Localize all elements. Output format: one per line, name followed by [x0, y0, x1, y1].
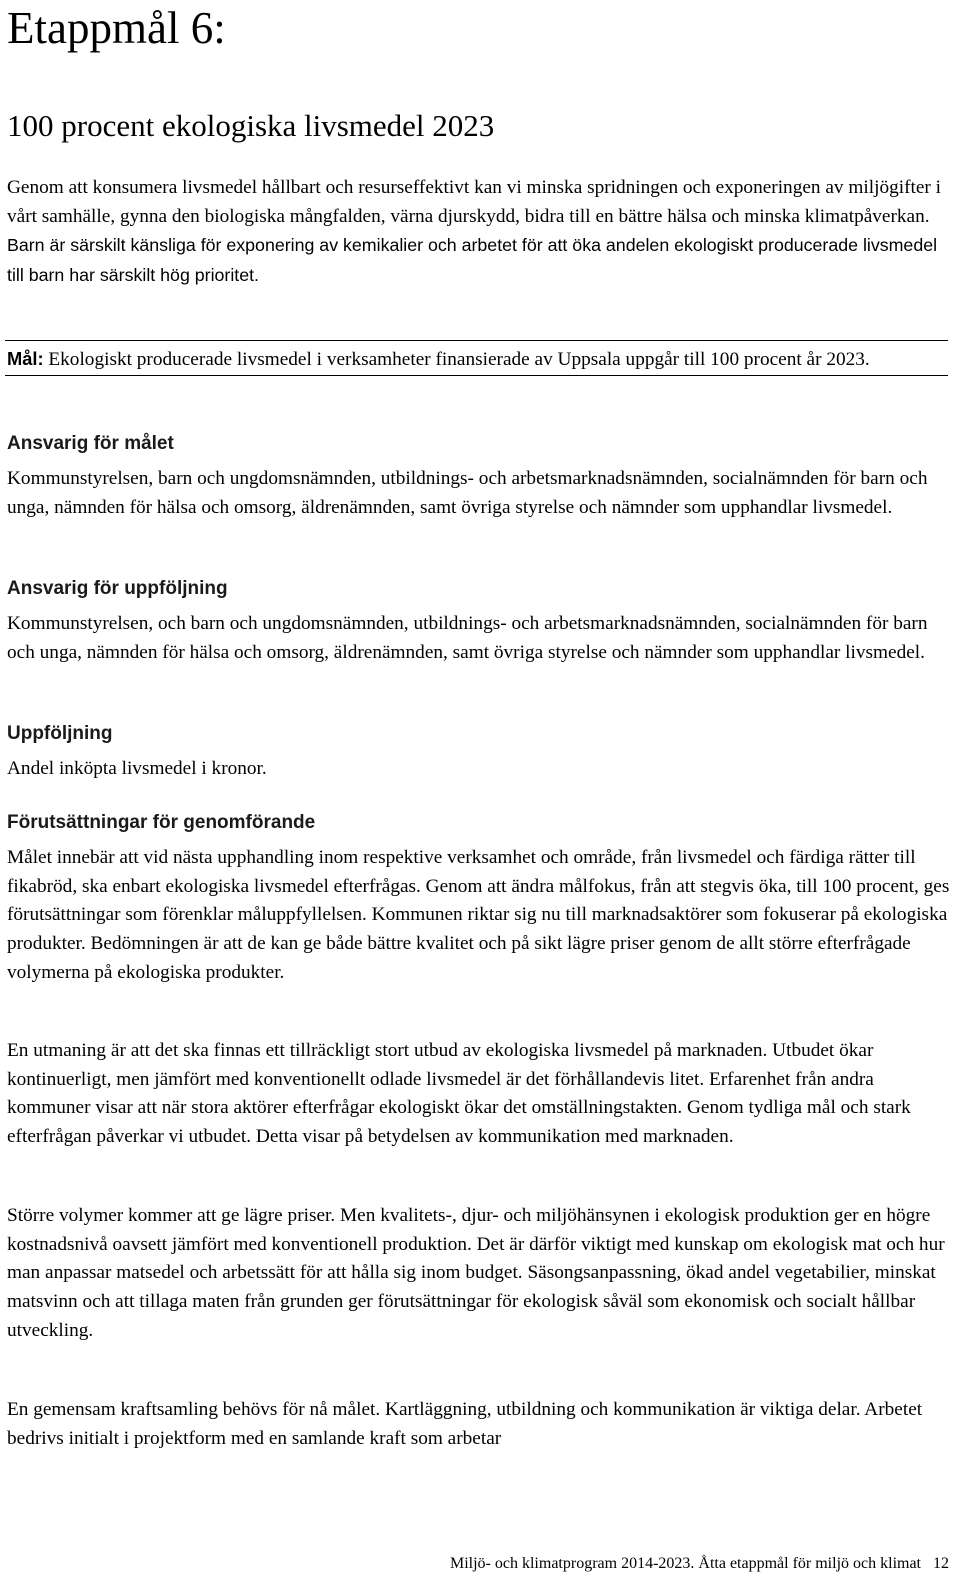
goal-box	[5, 340, 948, 376]
page-footer	[450, 1554, 949, 1574]
intro-paragraph	[7, 174, 952, 291]
heading-responsible: Ansvarig för målet	[7, 433, 174, 454]
intro-part1: Genom att konsumera livsmedel hållbart och resurseffektivt kan vi minska spridningen och exponeringen av miljögifter i vårt samhälle, gynna den biologiska mångfalden, värna djurskydd, bidra till en bättre hälsa och minska klimatpåverkan.	[7, 177, 942, 227]
section-responsible	[7, 431, 952, 522]
heading-followup: Uppföljning	[7, 723, 113, 744]
paragraph-volumes: Större volymer kommer att ge lägre priser. Men kvalitets-, djur- och miljöhänsynen i ekologisk produktion ger en högre kostnadsnivå oavsett jämfört med konventionell produktion. Det är därför viktigt med kunskap om ekologisk mat och hur man anpassar matsedel och arbetssätt för att hålla sig inom budget. Säsongsanpassning, ökad andel vegetabilier, minskat matsvinn och att tillaga maten från grunden ger förutsättningar för ekologisk såväl som ekonomisk och socialt hållbar utveckling.	[7, 1205, 945, 1341]
heading-prerequisites: Förutsättningar för genomförande	[7, 812, 316, 833]
text-followup: Andel inköpta livsmedel i kronor.	[7, 758, 267, 779]
goal-text: Ekologiskt producerade livsmedel i verksamheter finansierade av Uppsala uppgår till 100 procent år 2023.	[48, 349, 870, 370]
text-followup-responsible: Kommunstyrelsen, och barn och ungdomsnämnden, utbildnings- och arbetsmarknadsnämnden, socialnämnden för barn och unga, nämnden för hälsa och omsorg, äldrenämnden, samt övriga styrelse och nämnder som upphandlar livsmedel.	[7, 613, 928, 663]
goal-label: Mål:	[7, 348, 44, 369]
text-responsible: Kommunstyrelsen, barn och ungdomsnämnden, utbildnings- och arbetsmarknadsnämnden, socialnämnden för barn och unga, nämnden för hälsa och omsorg, äldrenämnden, samt övriga styrelse och nämnder som upphandlar livsmedel.	[7, 468, 928, 518]
chapter-title: Etappmål 6:	[7, 3, 226, 53]
footer-page-number: 12	[933, 1555, 949, 1572]
section-prerequisites	[7, 810, 952, 988]
heading-followup-responsible: Ansvarig för uppföljning	[7, 578, 228, 599]
section-followup	[7, 721, 952, 784]
footer-document-title: Miljö- och klimatprogram 2014-2023. Åtta etappmål för miljö och klimat	[449, 1555, 921, 1572]
paragraph-joint: En gemensam kraftsamling behövs för nå målet. Kartläggning, utbildning och kommunikation är viktiga delar. Arbetet bedrivs initialt i projektform med en samlande kraft som arbetar	[7, 1399, 923, 1449]
goal-statement	[7, 345, 948, 373]
intro-part2: Barn är särskilt känsliga för exponering av kemikalier och arbetet för att öka andelen ekologiskt producerade livsmedel till barn har särskilt hög prioritet.	[7, 235, 938, 286]
goal-title: 100 procent ekologiska livsmedel 2023	[7, 108, 495, 143]
section-followup-responsible	[7, 576, 952, 667]
text-prerequisites: Målet innebär att vid nästa upphandling inom respektive verksamhet och område, från livsmedel och färdiga rätter till fikabröd, ska enbart ekologiska livsmedel efterfrågas. Genom att ändra målfokus, från att stegvis öka, till 100 procent, ges förutsättningar som förenklar måluppfyllelsen. Kommunen riktar sig nu till marknadsaktörer som fokuserar på ekologiska produkter. Bedömningen är att de kan ge både bättre kvalitet och på sikt lägre priser genom de allt större efterfrågade volymerna på ekologiska produkter.	[7, 847, 950, 983]
paragraph-challenge: En utmaning är att det ska finnas ett tillräckligt stort utbud av ekologiska livsmedel på marknaden. Utbudet ökar kontinuerligt, men jämfört med konventionellt odlade livsmedel är det förhållandevis litet. Erfarenhet från andra kommuner visar att när stora aktörer efterfrågar ekologiskt ökar det omställningstakten. Genom tydliga mål och stark efterfrågan påverkar vi utbudet. Detta visar på betydelsen av kommunikation med marknaden.	[7, 1040, 911, 1148]
